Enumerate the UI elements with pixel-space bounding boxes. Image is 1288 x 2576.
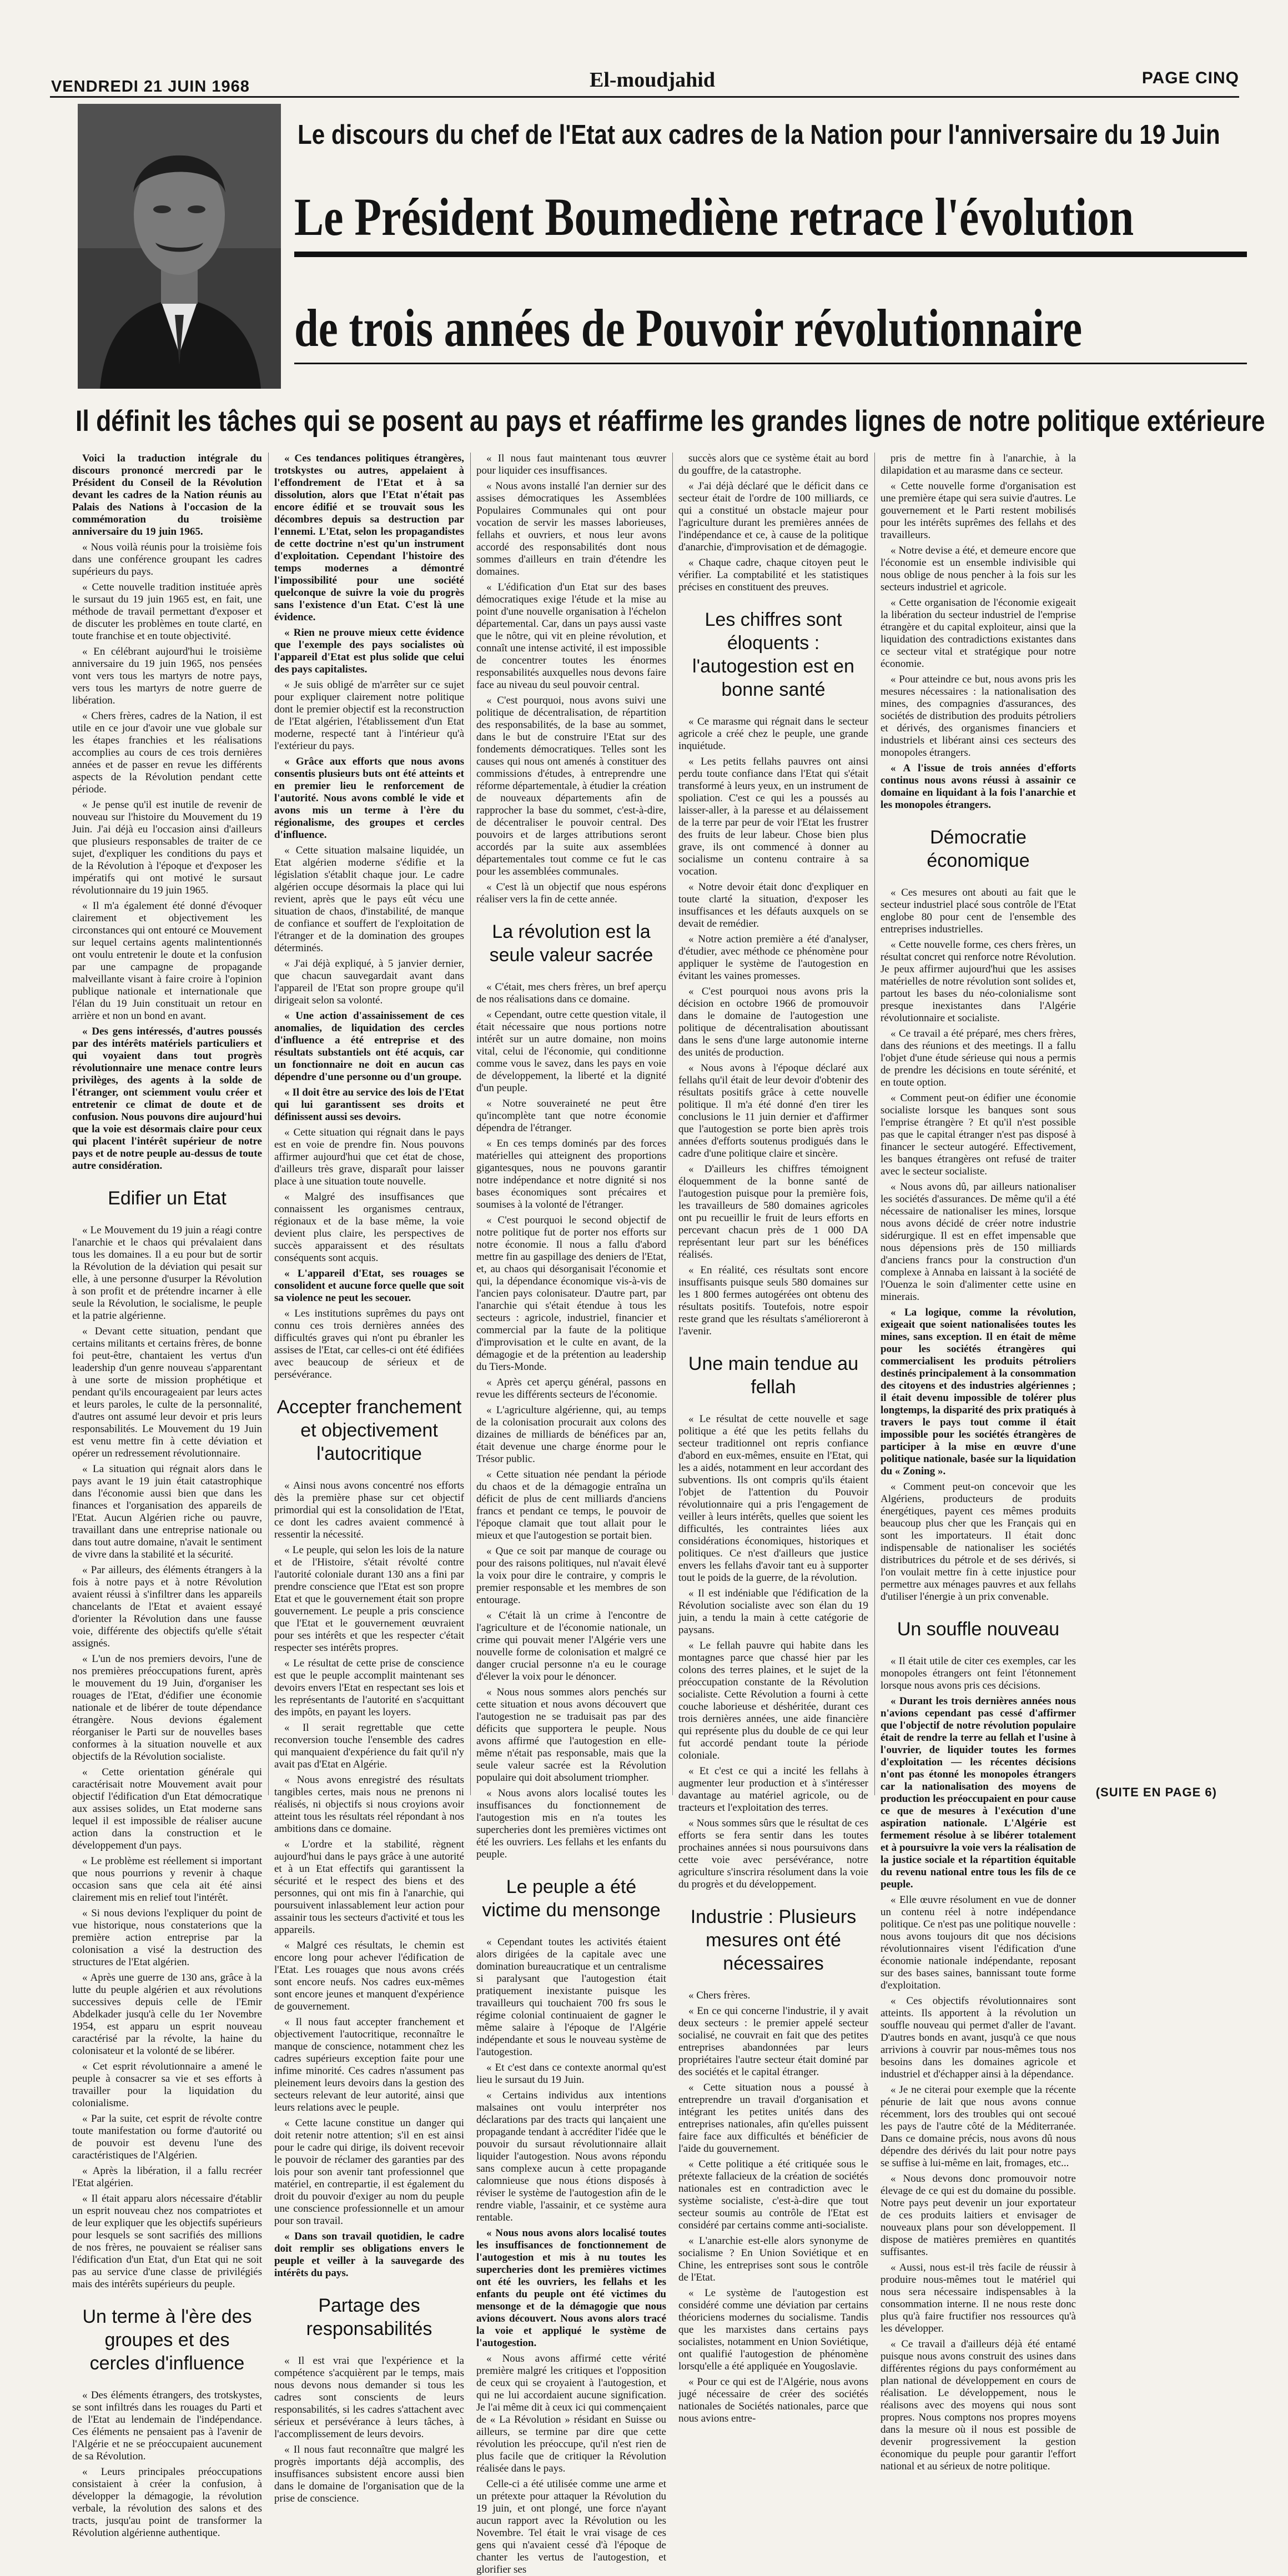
article-paragraph: « En ce qui concerne l'industrie, il y avait deux secteurs : le premier appelé secteur socialisé, ne couvrait en fait que des petites entreprises abandonnées par leurs propriétaires l'autre secteur était dominé par des sociétés et le capital étranger. <box>678 2005 868 2078</box>
article-paragraph: « Le résultat de cette nouvelle et sage politique a été que les petits fellahs du secteur traditionnel ont repris confiance d'abord en eux-mêmes, ensuite en l'Etat, qui les a aidés, notamment en leur accordant des subventions. Ils ont compris qu'ils étaient l'objet de l'attention du Pouvoir révolutionnaire qui a pris l'engagement de veiller à leurs intérêts, quelles que soient les difficultés, les contraintes liées aux considérations économiques, historiques et politiques. Ce n'est d'ailleurs que justice envers les fellahs d'avoir tant eu à supporter tout le poids de la guerre, de la révolution. <box>678 1413 868 1584</box>
article-paragraph: « Nous avons à l'époque déclaré aux fellahs qu'il était de leur devoir d'obtenir des résultats positifs grâce à cette nouvelle politique. Il m'a été donné d'en tirer les conclusions le 11 juin dernier et d'affirmer que l'autogestion se porte bien après trois années d'efforts soutenus prodigués dans le cadre d'une politique claire et sincère. <box>678 1062 868 1159</box>
article-paragraph: « Nous avons dû, par ailleurs nationaliser les sociétés d'assurances. De même qu'il a été nécessaire de nationaliser les mines, lorsque nous avons décidé de créer notre industrie sidérurgique. Il est en effet impensable que nous dépensions près de 150 milliards d'anciens francs pour la construction d'un complexe à Annaba en laissant à la société de l'Ouenza le soin d'alimenter cette usine en minerais. <box>881 1181 1076 1303</box>
article-paragraph: « Une action d'assainissement de ces anomalies, de liquidation des cercles d'influence a été entreprise et des résultats substantiels ont été acquis, car un fonctionnaire ne doit en aucun cas dépendre d'une personne ou d'un groupe. <box>274 1010 464 1083</box>
article-paragraph: « C'était là un crime à l'encontre de l'agriculture et de l'économie nationale, un crime qui pouvait mener l'Algérie vers une nouvelle forme de colonisation et malgré ce danger crucial personne n'a eu le courage d'élever la voix pour le dénoncer. <box>476 1610 666 1683</box>
section-subheading: Un terme à l'ère des groupes et des cercles d'influence <box>82 2306 252 2374</box>
article-paragraph: « Nous nous avons alors localisé toutes les insuffisances de fonctionnement de l'autogestion et mis à nu toutes les supercheries dont les premières victimes ont été les ouvriers, les fellahs et les enfants du peuple ont été victimes du mensonge et de la démagogie que nous avions découvert. Nous avons alors tracé la voie et appliqué le système de l'autogestion. <box>476 2227 666 2349</box>
article-paragraph: « Des éléments étrangers, des trotskystes, se sont infiltrés dans les rouages du Parti et de l'Etat au lendemain de l'indépendance. Ces éléments ne pensaient pas à l'avenir de l'Algérie et ne se préoccupaient aucunement de sa Révolution. <box>72 2389 262 2462</box>
article-paragraph: « Je ne citerai pour exemple que la récente pénurie de lait que nous avons connue récemment, lors des troubles qui ont secoué les pays de l'autre côté de la Méditerranée. Dans ce domaine précis, nous avons dû nous dépendre des dérivés du lait pour notre pays se suffise à lui-même en lait, fromages, etc... <box>881 2084 1076 2169</box>
article-paragraph: « Rien ne prouve mieux cette évidence que l'exemple des pays socialistes où l'appareil d'Etat est plus solide que celui des pays capitalistes. <box>274 627 464 675</box>
article-paragraph: « Nous devons donc promouvoir notre élevage de ce qui est du domaine du possible. Notre pays peut devenir un jour exportateur de ces produits laitiers et envisager de nouveaux plans pour son développement. Il dispose de matières premières en quantités suffisantes. <box>881 2173 1076 2258</box>
article-paragraph: « Durant les trois dernières années nous n'avions cependant pas cessé d'affirmer que l'objectif de notre révolution populaire était de rendre la terre au fellah et l'usine à l'ouvrier, de liquider toutes les formes d'exploitation — les récentes décisions n'ont pas étonné les monopoles étrangers car la nationalisation des moyens de production les préoccupaient en pour cause ce que de mesures à l'exécution d'une aspiration nationale. L'Algérie est fermement résolue à se libérer totalement et à poursuivre la voie vers la réalisation de la justice sociale et la répartition équitable du revenu national entre tous les fils de ce peuple. <box>881 1695 1076 1890</box>
article-column-3 <box>476 453 666 2575</box>
article-paragraph: « J'ai déjà déclaré que le déficit dans ce secteur était de l'ordre de 100 milliards, ce qui a constitué un obstacle majeur pour l'agriculture durant les premières années de l'indépendance et ce, à cause de la politique d'anarchie, d'improvisation et de démagogie. <box>678 480 868 553</box>
column-divider <box>268 453 269 1795</box>
article-paragraph: « Elle œuvre résolument en vue de donner un contenu réel à notre indépendance politique. Ce n'est pas une politique nouvelle : nous avons toujours dit que nos décisions révolutionnaires visent l'édification d'une économie nationale indépendante, reposant sur des bases saines, bannissant toute forme d'exploitation. <box>881 1894 1076 1991</box>
section-subheading: Edifier un Etat <box>108 1188 227 1209</box>
column-divider <box>470 453 471 1795</box>
article-paragraph: « Cette organisation de l'économie exigeait la libération du secteur industriel de l'emprise étrangère et du capital exploiteur, ainsi que la liquidation des contradictions existantes dans ce secteur vital et stratégique pour notre économie. <box>881 597 1076 670</box>
article-paragraph: « Ce travail a d'ailleurs déjà été entamé puisque nous avons construit des usines dans différentes régions du pays conformément au plan national de développement en cours de réalisation. Le développement, nous le réalisons avec des moyens qui nous sont propres. Nous comptons nos propres moyens dans la mesure où il nous est possible de devenir progressivement la gestion économique du peuple pour garantir l'effort national et au sérieux de notre politique. <box>881 2338 1076 2472</box>
article-paragraph: « Après cet aperçu général, passons en revue les différents secteurs de l'économie. <box>476 1377 666 1400</box>
article-paragraph: « Ce marasme qui régnait dans le secteur agricole a créé chez le peuple, une grande inquiétude. <box>678 716 868 752</box>
article-paragraph: Voici la traduction intégrale du discours prononcé mercredi par le Président du Conseil de la Révolution devant les cadres de la Nation réunis au Palais des Nations à l'occasion de la commémoration du troisième anniversaire du 19 juin 1965. <box>72 453 262 538</box>
continued-notice: (SUITE EN PAGE 6) <box>1095 1785 1217 1799</box>
article-paragraph: « C'est pourquoi le second objectif de notre politique fut de porter nos efforts sur notre économie. Il nous a fallu d'abord mettre fin au gaspillage des deniers de l'Etat, et, au chaos qui désorganisait l'économie et qui, la dépendance économique vis-à-vis de l'ancien pays colonisateur. D'autre part, par l'anarchie qui s'était étendue à tous les secteurs : agricole, industriel, financier et commercial par la faute de la politique d'improvisation et le culte en avant, de la démagogie et de la prétention au leadership du Tiers-Monde. <box>476 1214 666 1373</box>
article-paragraph: « L'appareil d'Etat, ses rouages se consolident et aucune force quelle que soit sa violence ne peut les secouer. <box>274 1268 464 1304</box>
section-subheading: La révolution est la seule valeur sacrée <box>489 921 653 966</box>
article-paragraph: « Par ailleurs, des éléments étrangers à la fois à notre pays et à notre Révolution avaient réussi à s'infiltrer dans les appareils chancelants de l'Etat et avaient essayé d'orienter la Révolution dans une fausse voie, différente des objectifs qu'elle s'était assignés. <box>72 1564 262 1649</box>
article-paragraph: « Chers frères. <box>688 1990 751 2001</box>
article-paragraph: « Comment peut-on édifier une économie socialiste lorsque les banques sont sous l'emprise étrangère ? Et qu'il n'est possible pas que le capital étranger n'est pas disposé à financer le secteur autogéré. Effectivement, les banques étrangères ont refusé de traiter avec le secteur socialiste. <box>881 1092 1076 1177</box>
article-paragraph: « Le fellah pauvre qui habite dans les montagnes parce que chassé hier par les colons des terres plaines, et le sujet de la préoccupation constante de la Révolution socialiste. Cette Révolution a fourni à cette couche laborieuse et déshéritée, durant ces trois dernières années, une aide financière qui représente plus du double de ce qui leur fut accordé pendant toute la période coloniale. <box>678 1640 868 1761</box>
headline-title-line-1: Le Président Boumediène retrace l'évolution <box>294 187 1134 247</box>
column-divider <box>672 453 673 1795</box>
article-paragraph: « L'anarchie est-elle alors synonyme de socialisme ? En Union Soviétique et en Chine, les entreprises sont sous le contrôle de l'Etat. <box>678 2235 868 2283</box>
article-paragraph: « Il m'a également été donné d'évoquer clairement et objectivement les circonstances qui ont entouré ce Mouvement sur lequel certains agents malintentionnés ont voulu entretenir le doute et la confusion par une campagne de propagande malveillante visant à faire croire à l'opinion publique nationale et internationale que l'élan du 19 Juin constituait un retour en arrière et non un bond en avant. <box>72 900 262 1022</box>
headline-kicker: Le discours du chef de l'Etat aux cadres de la Nation pour l'anniversaire du 19 Juin <box>298 120 1220 150</box>
article-paragraph: « Il était utile de citer ces exemples, car les monopoles étrangers ont feint l'étonnement lorsque nous avons pris ces décisions. <box>881 1655 1076 1691</box>
article-paragraph: « Pour atteindre ce but, nous avons pris les mesures nécessaires : la nationalisation des mines, des compagnies d'assurances, des sociétés de distribution des produits pétroliers et dérivés, des organismes financiers et industriels et libérant ainsi ces secteurs des monopoles étrangers. <box>881 674 1076 759</box>
article-column-1 <box>72 453 262 2539</box>
portrait-photo <box>78 104 281 389</box>
section-subheading: Les chiffres sont éloquents : l'autogestion est en bonne santé <box>692 609 854 700</box>
article-paragraph: « Pour ce qui est de l'Algérie, nous avons jugé nécessaire de créer des sociétés nationales de Sociétés nationales, parce que nous avions entre- <box>678 2376 868 2424</box>
headline-rule <box>294 252 1247 257</box>
article-paragraph: « Ce travail a été préparé, mes chers frères, dans des réunions et des meetings. Il a fallu l'objet d'une étude sérieuse qui nous a permis de prendre les décisions en toute sérénité, et en toute option. <box>881 1028 1076 1088</box>
article-paragraph: « Et c'est ce qui a incité les fellahs à augmenter leur production et à s'intéresser davantage au matériel agricole, ou de tracteurs et l'exploitation des terres. <box>678 1765 868 1814</box>
article-paragraph: « C'est pourquoi, nous avons suivi une politique de décentralisation, de répartition des responsabilités, de la base au sommet, dans le but de construire l'Etat sur des fondements démocratiques. Telles sont les causes qui nous ont amenés à constituer des commissions d'études, à entreprendre une réforme départementale, à étudier la création de nouveaux départements afin de rapprocher la base du sommet, c'est-à-dire, de décentraliser le pouvoir central. Des pouvoirs et de larges attributions seront accordés par la suite aux assemblées départementales tout comme ce fut le cas pour les assemblées communales. <box>476 695 666 877</box>
article-paragraph: « Dans son travail quotidien, le cadre doit remplir ses obligations envers le peuple et veiller à la sauvegarde des intérêts du pays. <box>274 2231 464 2279</box>
section-subheading: Partage des responsabilités <box>306 2295 432 2339</box>
article-paragraph: « J'ai déjà expliqué, à 5 janvier dernier, que chacun sauvegardait avant dans l'appareil de l'Etat son propre groupe qu'il dirigeait selon sa volonté. <box>274 958 464 1006</box>
article-paragraph: « En ces temps dominés par des forces matérielles qui atteignent des proportions gigantesques, nous ne pouvons garantir notre indépendance et notre dignité si nos bases économiques sont précaires et soumises à la volonté de l'étranger. <box>476 1138 666 1211</box>
article-paragraph: « Il nous faut maintenant tous œuvrer pour liquider ces insuffisances. <box>476 453 666 476</box>
article-paragraph: « Ainsi nous avons concentré nos efforts dès la première phase sur cet objectif primordial qui est la consolidation de l'Etat, ce dont les cadres avaient commencé à ressentir la nécessité. <box>274 1480 464 1540</box>
article-paragraph: « Notre souveraineté ne peut être qu'incomplète tant que notre économie dépendra de l'étranger. <box>476 1098 666 1134</box>
article-paragraph: « Je pense qu'il est inutile de revenir de nouveau sur l'histoire du Mouvement du 19 Juin. J'ai déjà eu l'occasion ainsi d'ailleurs que plusieurs responsables de traiter de ce sujet, d'expliquer les conditions du pays et de la Révolution à l'époque et d'exposer les impératifs qui ont motivé le sursaut révolutionnaire du 19 juin 1965. <box>72 799 262 896</box>
article-paragraph: « Par la suite, cet esprit de révolte contre toute manifestation ou forme d'autorité ou de pouvoir est devenu l'une des caractéristiques de l'Algérien. <box>72 2113 262 2161</box>
header-date: VENDREDI 21 JUIN 1968 <box>51 78 250 96</box>
article-paragraph: Celle-ci a été utilisée comme une arme et un prétexte pour attaquer la Révolution du 19 juin, et ont plongé, une force n'ayant aucun rapport avec la Révolution ou les Novembre. Tel était le vrai visage de ces gens qui n'avaient cessé d'à l'époque de chanter les vertus de l'autogestion, et glorifier ses <box>476 2478 666 2575</box>
article-paragraph: « Chaque cadre, chaque citoyen peut le vérifier. La comptabilité et les statistiques précises en constituent des preuves. <box>678 557 868 593</box>
article-paragraph: « Cette nouvelle forme, ces chers frères, un résultat concret qui renforce notre Révolution. Je peux affirmer aujourd'hui que les assises matérielles de notre révolution sont solides et, partout les bases du néo-colonialisme sont presque inexistantes dans l'Algérie révolutionnaire et socialiste. <box>881 939 1076 1024</box>
article-paragraph: « Cette nouvelle tradition instituée après le sursaut du 19 juin 1965 est, en fait, une méthode de travail permettant d'exposer et de discuter les problèmes en toute clarté, en toute franchise et en toute objectivité. <box>72 581 262 642</box>
article-paragraph: « Après une guerre de 130 ans, grâce à la lutte du peuple algérien et aux révolutions successives depuis celle de l'Emir Abdelkader jusqu'à celle du 1er Novembre 1954, est apparu un esprit nouveau caractérisé par la révolte, la haine du colonisateur et la volonté de se libérer. <box>72 1972 262 2057</box>
section-subheading: Accepter franchement et objectivement l'autocritique <box>276 1397 462 1464</box>
article-paragraph: « Si nous devions l'expliquer du point de vue historique, nous constaterions que la première action entreprise par la colonisation a visé la destruction des structures de l'Etat algérien. <box>72 1907 262 1968</box>
article-paragraph: « Ces objectifs révolutionnaires sont atteints. Ils apportent à la révolution un souffle nouveau qui permet d'aller de l'avant. D'autres bonds en avant, jusqu'à ce que nous arrivions à couvrir par nous-mêmes tous nos besoins dans les domaines agricole et industriel et d'échapper ainsi à la dépendance. <box>881 1995 1076 2080</box>
article-paragraph: « Je suis obligé de m'arrêter sur ce sujet pour expliquer clairement notre politique dont le premier objectif est la reconstruction de l'Etat algérien, l'établissement d'un Etat moderne, respecté tant à l'intérieur qu'à l'extérieur du pays. <box>274 679 464 752</box>
article-paragraph: « Leurs principales préoccupations consistaient à créer la confusion, à développer la démagogie, la révolution verbale, la révolution des salons et des tracts, jusqu'au point de transformer la Révolution algérienne authentique. <box>72 2466 262 2539</box>
headline-title-line-2: de trois années de Pouvoir révolutionnaire <box>294 298 1083 358</box>
article-paragraph: « Il doit être au service des lois de l'Etat qui lui garantissent ses droits et définissent aussi ses devoirs. <box>274 1087 464 1123</box>
article-paragraph: « Malgré des insuffisances que connaissent les organismes centraux, régionaux et de la base même, la voie devient plus claire, les perspectives de succès apparaissent et des résultats conséquents sont acquis. <box>274 1191 464 1264</box>
article-paragraph: « Nous avons affirmé cette vérité première malgré les critiques et l'opposition de ceux qui se croyaient à l'autogestion, et qui ne lui accordaient aucune signification. Je l'ai même dit à ceux ici qui commençaient de « La Révolution » résidant en Suisse ou ailleurs, se termine par dire que cette révolution les préoccupe, qu'il n'est rien de plus facile que de critiquer la Révolution réalisée dans le pays. <box>476 2353 666 2474</box>
article-paragraph: « L'ordre et la stabilité, règnent aujourd'hui dans le pays grâce à une autorité et à un Etat effectifs qui garantissent la sécurité et le respect des biens et des personnes, qui ont mis fin à l'anarchie, qui poursuivent inlassablement leur action pour assainir tous les secteurs d'activité et tous les appareils. <box>274 1839 464 1936</box>
article-paragraph: « Le résultat de cette prise de conscience est que le peuple accomplit maintenant ses devoirs envers l'Etat en respectant ses lois et les représentants de l'autorité en s'acquittant des impôts, en payant les loyers. <box>274 1658 464 1718</box>
headline-rule-thin <box>294 363 1247 364</box>
page-number: PAGE CINQ <box>1141 69 1239 87</box>
article-paragraph: « La logique, comme la révolution, exigeait que soient nationalisées toutes les mines, sans exception. Il en était de même pour les sociétés étrangères qui commercialisent les produits pétroliers destinés principalement à la consommation des citoyens et des industries algériennes ; il était devenu impossible de tolérer plus longtemps, la disparité des prix pratiqués à travers le pays tout comme il était impossible pour les sociétés étrangères de participer à la mise en œuvre d'une politique nationale, basée sur la liquidation du « Zoning ». <box>881 1307 1076 1477</box>
article-paragraph: « Après la libération, il a fallu recréer l'Etat algérien. <box>72 2165 262 2189</box>
article-paragraph: « Le Mouvement du 19 juin a réagi contre l'anarchie et le chaos qui prévalaient dans tous les domaines. Il a eu pour but de sortir la Révolution de la déviation qui pesait sur elle, à une personne d'usurper la Révolution à son profit et de prétendre incarner à elle seule la Révolution, le socialisme, le peuple et la patrie algérienne. <box>72 1224 262 1322</box>
newspaper-name: El-moudjahid <box>590 68 715 92</box>
article-paragraph: « Il est indéniable que l'édification de la Révolution socialiste avec son élan du 19 juin, a tendu la main à cette catégorie de paysans. <box>678 1588 868 1636</box>
article-paragraph: « Cette situation née pendant la période du chaos et de la démagogie entraîna un déficit de plus de cent milliards d'anciens francs et pendant ce temps, le pouvoir de l'époque clamait que tout allait pour le mieux et que l'autogestion se portait bien. <box>476 1469 666 1541</box>
article-paragraph: « Notre devoir était donc d'expliquer en toute clarté la situation, d'exposer les insuffisances et les défauts auxquels on se devait de remédier. <box>678 881 868 930</box>
article-paragraph: « Ces tendances politiques étrangères, trotskystes ou autres, appelaient à l'effondrement de l'Etat et à sa dissolution, alors que l'Etat n'était pas encore édifié et se trouvait sous les décombres depuis sa destruction par l'ennemi. L'Etat, selon les propagandistes de cette doctrine n'est qu'un instrument d'exploitation. Cependant l'histoire des temps modernes a démontré l'impossibilité pour une société quelconque de suivre la voie du progrès sans l'existence d'un Etat. C'est là une évidence. <box>274 453 464 623</box>
article-paragraph: « La situation qui régnait alors dans le pays avant le 19 juin était catastrophique dans l'économie aussi bien que dans les finances et l'organisation des appareils de l'Etat. Aucun Algérien riche ou pauvre, travaillant dans une entreprise nationale ou dans tout autre domaine, n'avait le sentiment de vivre dans la stabilité et la sécurité. <box>72 1463 262 1560</box>
section-subheading: Démocratie économique <box>927 827 1030 871</box>
article-paragraph: « Comment peut-on concevoir que les Algériens, producteurs de produits énergétiques, payent ces mêmes produits beaucoup plus cher que les Français qui en sont les importateurs. Il était donc indispensable de nationaliser les sociétés distributrices du pétrole et de ses dérivés, si l'on voulait mettre fin à cette injustice pour permettre aux ménages pauvres et aux fellahs d'utiliser l'énergie à un prix convenable. <box>881 1481 1076 1603</box>
article-paragraph: « Nous avons alors localisé toutes les insuffisances du fonctionnement de l'autogestion mis en n'a toutes les supercheries dont les premières victimes ont été les ouvriers. Les fellahs et les enfants du peuple. <box>476 1787 666 1860</box>
article-paragraph: « Cependant toutes les activités étaient alors dirigées de la capitale avec une domination bureaucratique et un centralisme si paralysant que l'autogestion était pratiquement inexistante puisque les travailleurs qui touchaient 700 frs sous le régime colonial continuaient de gagner le même salaire à l'époque de l'Algérie indépendante et sous le nouveau système de l'autogestion. <box>476 1936 666 2058</box>
article-paragraph: « Cette nouvelle forme d'organisation est une première étape qui sera suivie d'autres. Le gouvernement et le Parti restent mobilisés pour les intérêts suprêmes des fellahs et des travailleurs. <box>881 480 1076 541</box>
article-column-2 <box>274 453 464 2504</box>
article-paragraph: « Cette politique a été critiquée sous le prétexte fallacieux de la création de sociétés nationales est en contradiction avec le système socialiste, c'est-à-dire que tout secteur soumis au contrôle de l'Etat est considéré par certains comme anti-socialiste. <box>678 2158 868 2231</box>
article-paragraph: « Nous voilà réunis pour la troisième fois dans une conférence groupant les cadres supérieurs du pays. <box>72 541 262 578</box>
article-paragraph: « Il serait regrettable que cette reconversion touche l'ensemble des cadres qui manquaient d'expérience du fait qu'il n'y avait pas d'Etat en Algérie. <box>274 1722 464 1770</box>
article-paragraph: « Malgré ces résultats, le chemin est encore long pour achever l'édification de l'Etat. Les rouages que nous avons créés sont encore neufs. Nos cadres eux-mêmes sont encore jeunes et manquent d'expérience de gouvernement. <box>274 1940 464 2012</box>
article-paragraph: « C'est là un objectif que nous espérons réaliser vers la fin de cette année. <box>476 881 666 905</box>
article-paragraph: « Nous sommes sûrs que le résultat de ces efforts se fera sentir dans les toutes prochaines années si nous poursuivons dans cette voie avec persévérance, notre agriculture s'inscrira résolument dans la voie du progrès et du développement. <box>678 1817 868 1890</box>
article-paragraph: « Cependant, outre cette question vitale, il était nécessaire que nous portions notre intérêt sur un autre domaine, non moins vital, celui de l'économie, qui conditionne comme vous le savez, dans les pays en voie de développement, la liberté et la dignité d'un peuple. <box>476 1009 666 1094</box>
article-paragraph: « Que ce soit par manque de courage ou pour des raisons politiques, nul n'avait élevé la voix pour dire le contraire, y compris le premier responsable et les membres de son entourage. <box>476 1545 666 1606</box>
article-paragraph: « Cette situation qui régnait dans le pays est en voie de prendre fin. Nous pouvons affirmer aujourd'hui que cet état de chose, d'ailleurs très grave, disparaît pour laisser place à une situation toute nouvelle. <box>274 1127 464 1187</box>
article-paragraph: « A l'issue de trois années d'efforts continus nous avons réussi à assainir ce domaine en liquidant à la fois l'anarchie et les monopoles étrangers. <box>881 762 1076 811</box>
article-paragraph: « Certains individus aux intentions malsaines ont voulu interpréter nos déclarations par des tracts qui lançaient une propagande tendant à accréditer l'idée que le pouvoir du sursaut révolutionnaire allait liquider l'autogestion. Nous avons répondu sans complexe aucun à cette propagande calomnieuse que nous étions disposés à réviser le système de l'autogestion afin de le rendre viable, l'assainir, et ce système aura rentable. <box>476 2090 666 2223</box>
article-paragraph: « En célébrant aujourd'hui le troisième anniversaire du 19 juin 1965, nos pensées vont vers tous les martyrs de notre pays, vers tous les martyrs de notre guerre de libération. <box>72 646 262 706</box>
article-paragraph: « L'agriculture algérienne, qui, au temps de la colonisation procurait aux colons des dizaines de milliards de bénéfices par an, était devenue une charge énorme pour le Trésor public. <box>476 1404 666 1465</box>
column-divider <box>874 453 875 1795</box>
article-paragraph: « Nous avons enregistré des résultats tangibles certes, mais nous ne prenons ni réalisés, ni objectifs si nous croyions avoir atteint tous les résultats réel répondant à nos ambitions dans ce domaine. <box>274 1774 464 1835</box>
article-column-4 <box>678 453 868 2424</box>
article-paragraph: « Les petits fellahs pauvres ont ainsi perdu toute confiance dans l'Etat qui s'était transformé à leurs yeux, en un instrument de spoliation. C'est ce qui les a poussés au laisser-aller, à la paresse et au délaissement de la terre par peur de voir l'Etat les frustrer des fruits de leur labeur. Chose bien plus grave, ils ont commencé à donner au socialisme un contenu contraire à sa vocation. <box>678 756 868 877</box>
article-paragraph: « Aussi, nous est-il très facile de réussir à produire nous-mêmes tout le matériel qui nous sera nécessaire indispensables à la consommation interne. Il ne nous reste donc plus qu'à faire fructifier nos ressources qu'à les développer. <box>881 2262 1076 2334</box>
article-paragraph: « Ces mesures ont abouti au fait que le secteur industriel placé sous contrôle de l'Etat englobe 80 pour cent de l'ensemble des entreprises industrielles. <box>881 887 1076 935</box>
article-paragraph: « Les institutions suprêmes du pays ont connu ces trois dernières années des difficultés graves qui n'ont pu ébranler les assises de l'Etat, car celles-ci ont été édifiées avec beaucoup de sérieux et de persévérance. <box>274 1308 464 1380</box>
article-paragraph: « Nous nous sommes alors penchés sur cette situation et nous avons découvert que l'autogestion ne se traduisait pas par des déficits que supportera le peuple. Nous avons affirmé que l'autogestion en elle-même n'était pas responsable, mais que la seule valeur sacrée est la Révolution populaire qui doit absolument triompher. <box>476 1686 666 1784</box>
portrait-figure-icon <box>78 104 281 389</box>
article-paragraph: « L'un de nos premiers devoirs, l'une de nos premières préoccupations furent, après le mouvement du 19 Juin, d'organiser les rouages de l'Etat, d'édifier une économie nationale et de libérer de toute dépendance étrangère. Nous devions également réorganiser le Parti sur de nouvelles bases conformes à la situation nouvelle et aux objectifs de la Révolution socialiste. <box>72 1653 262 1762</box>
article-paragraph: « Le peuple, qui selon les lois de la nature et de l'Histoire, s'était révolté contre l'autorité coloniale durant 130 ans a fini par prendre conscience que l'Etat est son propre Etat et que le gouvernement était son propre gouvernement. Le peuple a pris conscience que l'Etat et le gouvernement œuvraient pour ses intérêts et que les respecter c'était respecter ses intérêts propres. <box>274 1544 464 1654</box>
article-paragraph: pris de mettre fin à l'anarchie, à la dilapidation et au marasme dans ce secteur. <box>881 453 1076 476</box>
article-paragraph: « Grâce aux efforts que nous avons consentis plusieurs buts ont été atteints et en premier lieu le renforcement de l'autorité. Nous avons comblé le vide et avons mis un terme à l'ère du régionalisme, des groupes et cercles d'influence. <box>274 756 464 841</box>
section-subheading: Le peuple a été victime du mensonge <box>482 1876 661 1921</box>
article-paragraph: « Il était apparu alors nécessaire d'établir un esprit nouveau chez nos compatriotes et de leur expliquer que les objectifs supérieurs pour lesquels se sont sacrifiés des millions de nos frères, ne pouvaient se réaliser sans l'édification d'un Etat, d'un Etat qui ne soit pas au service d'une classe de privilégiés mais des intérêts supérieurs du peuple. <box>72 2193 262 2290</box>
article-paragraph: « Notre action première a été d'analyser, d'étudier, avec méthode ce phénomène pour appliquer le système de l'autogestion en évitant les vaines promesses. <box>678 933 868 982</box>
article-paragraph: « En réalité, ces résultats sont encore insuffisants puisque seuls 580 domaines sur les 1 800 fermes autogérées ont obtenu des résultats positifs. Toutefois, notre espoir reste grand que les résultats s'amélioreront à l'avenir. <box>678 1264 868 1337</box>
headline-deck: Il définit les tâches qui se posent au pays et réaffirme les grandes lignes de notre politique extérieure <box>76 405 1265 438</box>
article-paragraph: « Il nous faut accepter franchement et objectivement l'autocritique, reconnaître le manque de conscience, notamment chez les cadres supérieurs exception faite pour une infime minorité. Ces cadres n'assument pas pleinement leurs devoirs dans la gestion des secteurs relevant de leur autorité, ainsi que leurs relations avec le peuple. <box>274 2016 464 2113</box>
article-column-5 <box>881 453 1076 2472</box>
article-paragraph: « Et c'est dans ce contexte anormal qu'est lieu le sursaut du 19 Juin. <box>476 2062 666 2086</box>
article-paragraph: « Cette lacune constitue un danger qui doit retenir notre attention; s'il en est ainsi pour le cadre qui dirige, ils doivent recevoir le pouvoir de réclamer des garanties par des lois pour son avenir tant professionnel que matériel, en contrepartie, il est également du droit du pouvoir d'exiger au nom du peuple une conscience professionnelle et un amour pour son travail. <box>274 2117 464 2227</box>
section-subheading: Industrie : Plusieurs mesures ont été nécessaires <box>690 1906 857 1974</box>
article-paragraph: « C'était, mes chers frères, un bref aperçu de nos réalisations dans ce domaine. <box>476 981 666 1005</box>
article-paragraph: « Il nous faut reconnaître que malgré les progrès importants déjà accomplis, des insuffisances subsistent encore aussi bien dans le domaine de l'organisation que de la prise de conscience. <box>274 2444 464 2504</box>
header-rule <box>50 96 1239 98</box>
article-paragraph: « Cette orientation générale qui caractérisait notre Mouvement avait pour objectif l'édification d'un Etat démocratique aux assises solides, un Etat moderne sans lequel il est impossible de réaliser aucune action dans la construction et le développement d'un pays. <box>72 1766 262 1851</box>
article-paragraph: « C'est pourquoi nous avons pris la décision en octobre 1966 de promouvoir dans le domaine de l'autogestion une politique de décentralisation aboutissant dans le sens d'une large autonomie interne des unités de production. <box>678 986 868 1058</box>
article-paragraph: « Il est vrai que l'expérience et la compétence s'acquièrent par le temps, mais nous devons nous demander si tous les cadres sont conscients de leurs responsabilités, si les cadres s'attachent avec sérieux et persévérance à leurs tâches, à l'accomplissement de leurs devoirs. <box>274 2355 464 2440</box>
article-paragraph: « Des gens intéressés, d'autres poussés par des intérêts matériels particuliers et qui voyaient dans tout progrès révolutionnaire une menace contre leurs privilèges, des agents à la solde de l'étranger, ont sciemment voulu créer et entretenir ce climat de doute et de confusion. Nous pouvons dire aujourd'hui que la voie est désormais claire pour ceux qui placent l'intérêt supérieur de notre pays et de notre peuple au-dessus de toute autre considération. <box>72 1026 262 1172</box>
article-paragraph: « Chers frères, cadres de la Nation, il est utile en ce jour d'avoir une vue globale sur les étapes franchies et les réalisations accomplies au cours de ces trois dernières années et de passer en revue les différents aspects de la Révolution pendant cette période. <box>72 710 262 795</box>
section-subheading: Un souffle nouveau <box>897 1619 1060 1640</box>
article-paragraph: « Devant cette situation, pendant que certains militants et certains frères, de bonne foi peut-être, chantaient les vertus d'un leadership d'un genre nouveau s'apparentant à une sorte de mission prophétique et pendant qu'ils encourageaient par leurs actes et leurs paroles, le culte de la personnalité, d'autres ont assumé leur devoir et pris leurs responsabilités. Le Mouvement du 19 Juin est venu mettre fin à cette déviation et opérer un redressement révolutionnaire. <box>72 1325 262 1459</box>
article-paragraph: « Cet esprit révolutionnaire a amené le peuple à consacrer sa vie et ses efforts à travailler pour la liquidation du colonialisme. <box>72 2061 262 2109</box>
article-paragraph: « Le système de l'autogestion est considéré comme une déviation par certains théoriciens modernes du socialisme. Tandis que les marxistes dans certains pays socialistes, notamment en Union Soviétique, ont qualifié l'autogestion de phénomène lorsqu'elle a été appliquée en Yougoslavie. <box>678 2287 868 2372</box>
article-paragraph: « Cette situation malsaine liquidée, un Etat algérien moderne s'édifie et la législation s'établit chaque jour. Le cadre algérien occupe désormais la place qui lui revient, après que le pays eût vécu une situation de chaos, d'instabilité, de manque de confiance et souffert de l'exploitation de l'étranger et de la domination des groupes déterminés. <box>274 845 464 954</box>
article-paragraph: « L'édification d'un Etat sur des bases démocratiques exige l'étude et la mise au point d'une nouvelle organisation à l'échelon départemental. Car, dans un pays aussi vaste que le nôtre, qui vit en pleine révolution, et connaît une intense activité, il est impossible de concentrer toutes les énormes responsabilités auxquelles nous devons faire face au niveau du seul pouvoir central. <box>476 581 666 691</box>
article-paragraph: « Notre devise a été, et demeure encore que l'économie est un ensemble indivisible qui nous oblige de nous pencher à la fois sur les secteurs industriel et agricole. <box>881 545 1076 593</box>
article-paragraph: succès alors que ce système était au bord du gouffre, de la catastrophe. <box>678 453 868 476</box>
article-paragraph: « Cette situation nous a poussé à entreprendre un travail d'organisation et intégrant les petites unités dans des entreprises nationales, afin qu'elles puissent faire face aux difficultés et bénéficier de l'aide du gouvernement. <box>678 2082 868 2155</box>
article-paragraph: « Nous avons installé l'an dernier sur des assises démocratiques les Assemblées Populaires Communales qui ont pour vocation de servir les masses laborieuses, fellahs et ouvriers, et nous leur avons accordé des responsabilités dont nous sommes d'ailleurs en train d'étendre les domaines. <box>476 480 666 578</box>
article-paragraph: « D'ailleurs les chiffres témoignent éloquemment de la bonne santé de l'autogestion puisque pour la première fois, les travailleurs de 580 domaines agricoles ont pu recueillir le fruit de leurs efforts en percevant chacun près de 1 000 DA représentant leur part sur les bénéfices réalisés. <box>678 1163 868 1261</box>
section-subheading: Une main tendue au fellah <box>688 1353 859 1398</box>
article-paragraph: « Le problème est réellement si important que nous pourrions y revenir à chaque occasion sans que cela ait été ainsi clairement mis en relief tout l'intérêt. <box>72 1855 262 1904</box>
